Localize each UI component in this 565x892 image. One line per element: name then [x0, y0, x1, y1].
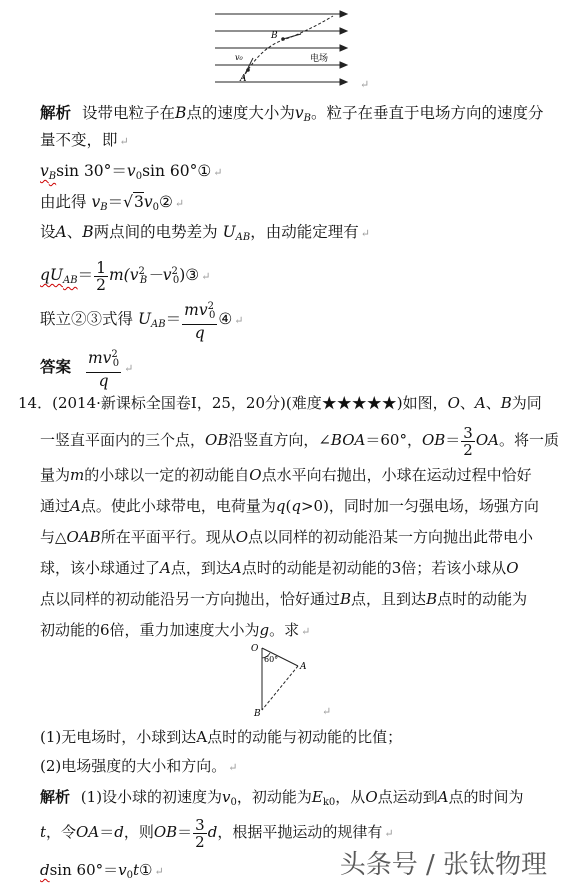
triangle-figure — [248, 640, 318, 720]
equation-1: $v_B\sin$ $30^\circ=v_0\sin$ 60°① ↵ — [40, 162, 223, 182]
label-o: O — [251, 644, 259, 654]
trajectory-path — [243, 16, 333, 78]
field-arrow — [340, 11, 347, 17]
problem14-line4: 通过A点。使此小球带电，电荷量为q(q>0)，同时加一匀强电场，场强方向 — [40, 497, 539, 515]
point-b — [281, 37, 285, 41]
solution14-line2: t，令OA＝d，则OB＝ $\frac{3}{2}$ d，根据平抛运动的规律有 ↵ — [40, 815, 394, 851]
label-a: A — [300, 662, 307, 672]
paragraph-mark: ↵ — [322, 705, 332, 718]
problem14-line7: 点以同样的初动能沿另一方向抛出，恰好通过B点，且到达B点时的动能为 — [40, 590, 528, 608]
solution14-line3: dsin $60^\circ=v_0t①$ ↵ — [40, 861, 164, 881]
equation-4: 联立②③式得 $U_{AB}=$ $\frac{mv^2_0}{q}$ ④ ↵ — [40, 301, 244, 342]
label-a: A — [240, 74, 247, 84]
equation-3: $qU_{AB}=$ $\frac{1}{2}$ $m(v^2_B-v^2_0)③$ ↵ — [40, 258, 211, 294]
question-1: (1)无电场时，小球到达A点时的动能与初动能的比值； — [40, 728, 403, 746]
point-a — [246, 68, 250, 72]
watermark: 头条号 / 张钛物理 — [339, 850, 547, 880]
label-b: B — [254, 709, 261, 719]
problem14-line2: 一竖直平面内的三个点，OB沿竖直方向，∠BOA＝60°，OB＝ $\frac{3}{2}$ OA。将一质 — [40, 423, 559, 459]
field-figure — [205, 8, 355, 92]
problem14-line8: 初动能的6倍，重力加速度大小为g。求 ↵ — [40, 621, 311, 639]
field-arrow — [340, 62, 347, 68]
problem14-line5: 与△OAB所在平面平行。现从O点以同样的初动能沿某一方向抛出此带电小 — [40, 528, 534, 546]
problem14-line1: 14．(2014·新课标全国卷Ⅰ，25，20分)(难度★★★★★)如图，O、A、B为同 — [18, 394, 542, 412]
side-ab — [262, 666, 298, 710]
difficulty-stars: ★★★★★ — [321, 394, 397, 412]
field-arrow — [340, 28, 347, 34]
label-angle: 60° — [264, 655, 279, 664]
v0-arrow — [245, 58, 253, 74]
problem-number: 14． — [18, 394, 53, 412]
jiexi-label: 解析 — [40, 103, 72, 122]
solution13-line2: 量不变，即 ↵ — [40, 131, 129, 149]
problem14-line6: 球，该小球通过了A点，到达A点时的动能是初动能的3倍；若该小球从O — [40, 559, 519, 577]
label-b: B — [271, 31, 278, 41]
equation-2: 由此得 $v_B=√3v_0②$ ↵ — [40, 193, 185, 213]
answer-label: 答案 — [40, 357, 72, 376]
problem14-line3: 量为m的小球以一定的初动能自O点水平向右抛出，小球在运动过程中恰好 — [40, 466, 532, 484]
question-2: (2)电场强度的大小和方向。 ↵ — [40, 757, 238, 775]
solution13-line5: 设A、B两点间的电势差为 $U_{AB}$，由动能定理有 ↵ — [40, 223, 370, 243]
field-arrow — [340, 79, 347, 85]
answer-line: 答案 $\frac{mv^2_0}{q}$ ↵ — [40, 349, 134, 390]
field-arrow — [340, 45, 347, 51]
label-v0: v₀ — [235, 53, 243, 62]
solution14-line1: 解析 (1)设小球的初速度为$v_0$，初动能为$E_{k0}$，从O点运动到A点的时间为 — [40, 788, 524, 808]
vb-arrow — [283, 34, 301, 39]
solution13-line1: 解析 设带电粒子在B点的速度大小为$v_B$。粒子在垂直于电场方向的速度分 — [40, 103, 544, 124]
label-field: 电场 — [310, 54, 329, 64]
jiexi-label: 解析 — [40, 788, 71, 806]
paragraph-mark: ↵ — [360, 78, 370, 91]
